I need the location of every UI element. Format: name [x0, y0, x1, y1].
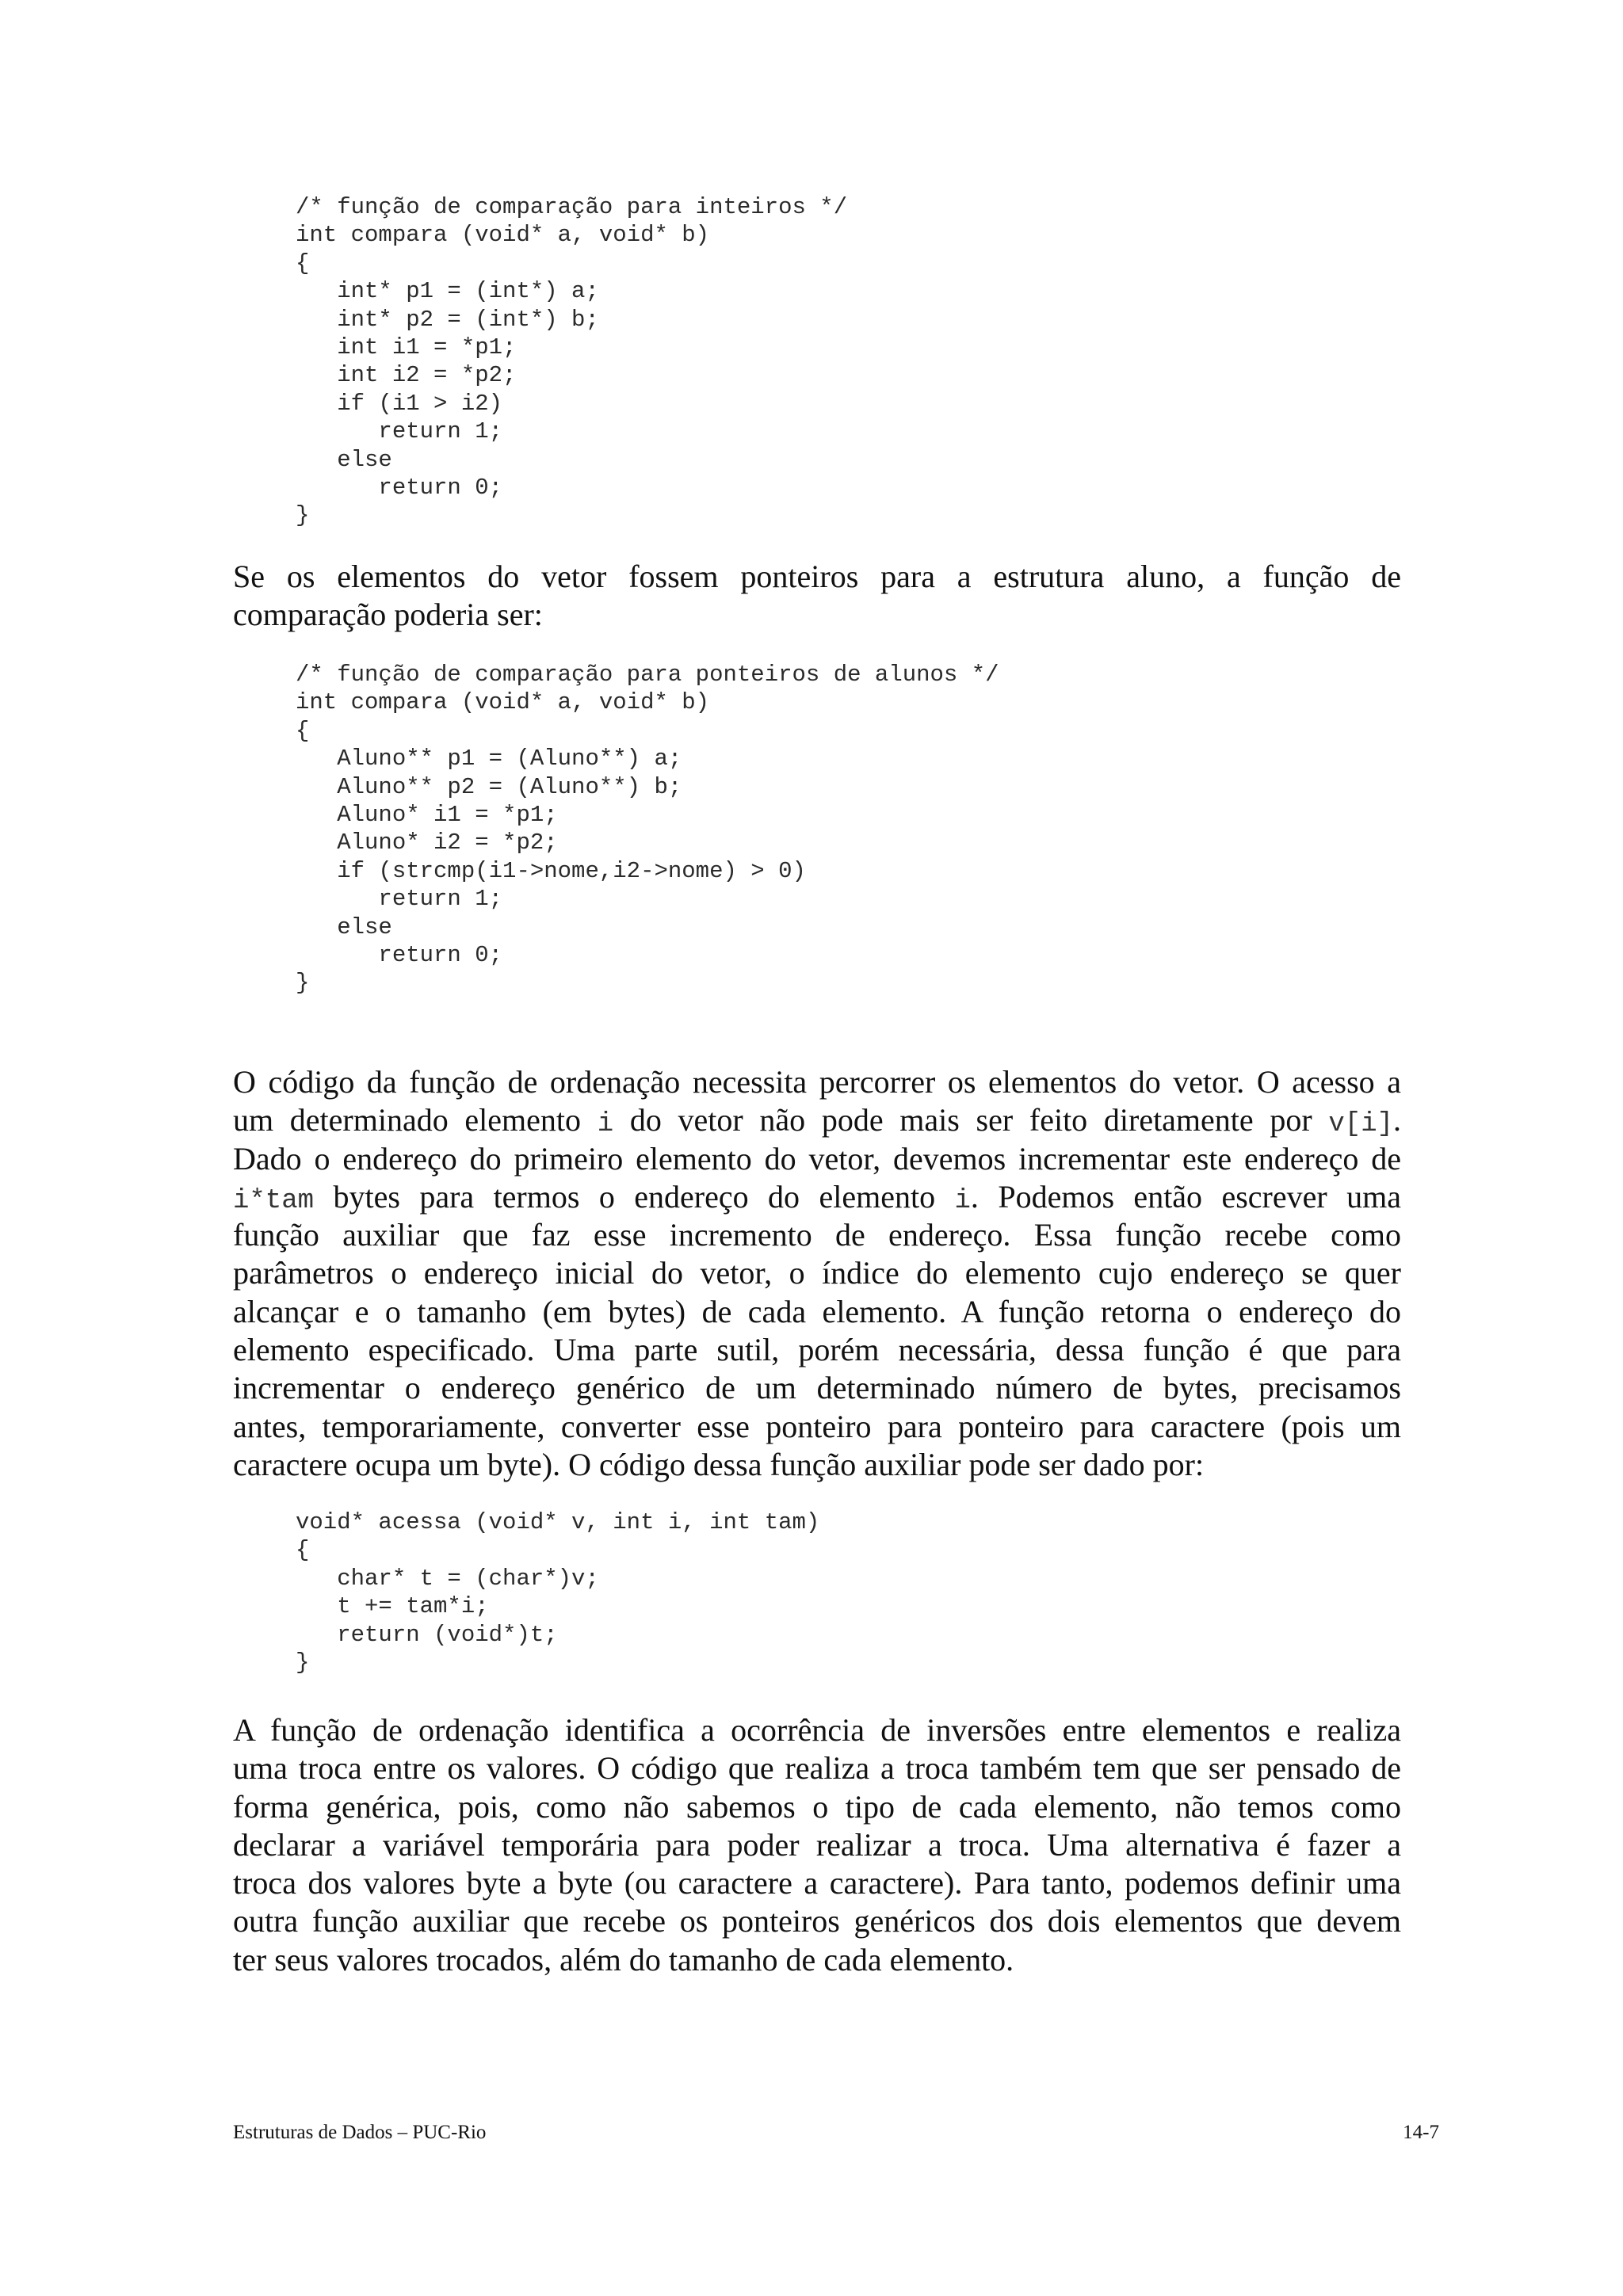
footer-title: Estruturas de Dados – PUC-Rio — [233, 2122, 487, 2143]
text-line: Dado o endereço do primeiro elemento do vetor, devemos incrementar este endereço de — [233, 1140, 1401, 1177]
text-line: O código da função de ordenação necessita percorrer os elementos do vetor. O acesso a — [233, 1064, 1401, 1100]
inline-code: v[i] — [1328, 1109, 1394, 1140]
paragraph-pointer-compare — [233, 558, 1401, 635]
text-line: outra função auxiliar que recebe os ponteiros genéricos dos dois elementos que devem — [233, 1903, 1401, 1939]
text-line: i*tam bytes para termos o endereço do elemento i. Podemos então escrever uma — [233, 1178, 1401, 1216]
page-number: 14-7 — [1403, 2122, 1439, 2143]
text-line: forma genérica, pois, como não sabemos o tipo de cada elemento, não temos como — [233, 1788, 1401, 1825]
text-line: parâmetros o endereço inicial do vetor, o índice do elemento cujo endereço se quer — [233, 1255, 1401, 1291]
inline-code: i — [597, 1109, 614, 1140]
text-line: função auxiliar que faz esse incremento de endereço. Essa função recebe como — [233, 1217, 1401, 1253]
text-line: incrementar o endereço genérico de um determinado número de bytes, precisamos — [233, 1370, 1401, 1406]
code-block-acessa: void* acessa (void* v, int i, int tam) { char* t = (char*)v; t += tam*i; return (void*)t; } — [296, 1509, 820, 1676]
text-line: A função de ordenação identifica a ocorrência de inversões entre elementos e realiza — [233, 1712, 1401, 1748]
text-line: um determinado elemento i do vetor não pode mais ser feito diretamente por v[i]. — [233, 1102, 1402, 1140]
text-line: uma troca entre os valores. O código que realiza a troca também tem que ser pensado de — [233, 1750, 1401, 1787]
text-line: Se os elementos do vetor fossem ponteiros para a estrutura aluno, a função de — [233, 559, 1401, 594]
text-line: ter seus valores trocados, além do tamanho de cada elemento. — [233, 1941, 1014, 1978]
code-block-compare-int: /* função de comparação para inteiros */ int compara (void* a, void* b) { int* p1 = (int*) a; int* p2 = (int*) b; int i1 = *p1; int i2 = *p2; if (i1 > i2) return 1; else return 0; } — [296, 194, 848, 529]
text-line: comparação poderia ser: — [233, 597, 543, 633]
code-block-compare-aluno: /* função de comparação para ponteiros de alunos */ int compara (void* a, void* b) { Aluno** p1 = (Aluno**) a; Aluno** p2 = (Aluno**) b; Aluno* i1 = *p1; Aluno* i2 = *p2; if (strcmp(i1->nome,i2->nome) > 0) return 1; else return 0; } — [296, 662, 999, 997]
text-line: troca dos valores byte a byte (ou caractere a caractere). Para tanto, podemos definir uma — [233, 1865, 1401, 1901]
text-line: elemento especificado. Uma parte sutil, porém necessária, dessa função é que para — [233, 1332, 1401, 1368]
text-line: declarar a variável temporária para poder realizar a troca. Uma alternativa é fazer a — [233, 1826, 1401, 1863]
text-line: caractere ocupa um byte). O código dessa função auxiliar pode ser dado por: — [233, 1446, 1205, 1482]
inline-code: i — [954, 1185, 971, 1216]
paragraph-swap — [233, 1711, 1401, 1979]
inline-code: i*tam — [233, 1185, 315, 1216]
text-line: antes, temporariamente, converter esse ponteiro para ponteiro para caractere (pois um — [233, 1408, 1401, 1444]
paragraph-sort-access — [233, 1063, 1401, 1484]
text-line: alcançar e o tamanho (em bytes) de cada elemento. A função retorna o endereço do — [233, 1293, 1401, 1329]
